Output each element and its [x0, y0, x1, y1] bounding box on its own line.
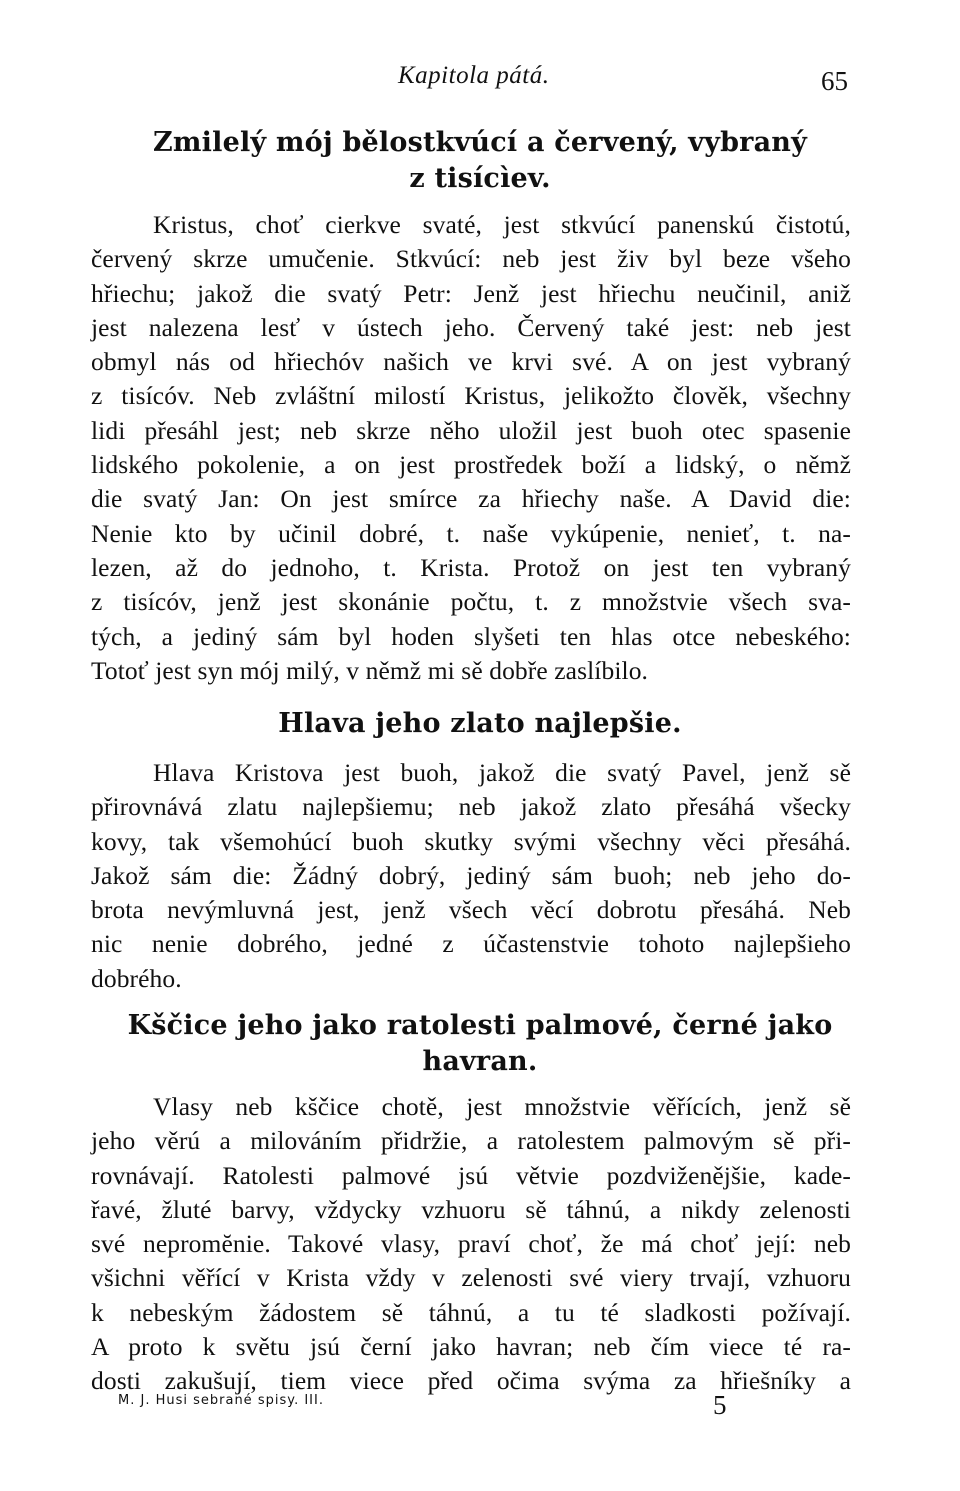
text-line: Kristus, choť cierkve svaté, jest stkvúcí panenskú čistotú, [153, 210, 851, 239]
text-line: Jakož sám die: Žádný dobrý, jediný sám buoh; neb jeho do- [91, 860, 851, 890]
text-line: hřiechu; jakož die svatý Petr: Jenž jest hřiechu neučinil, aniž [91, 278, 851, 308]
text-line: kovy, tak všemohúcí buoh skutky svými všechny věci přesáhá. [91, 826, 851, 856]
text-line: lidi přesáhl jest; neb skrze něho uložil jest buoh otec spasenie [91, 415, 851, 445]
text-line: červený skrze umučenie. Stkvúcí: neb jest živ byl beze všeho [91, 244, 851, 274]
text-line: k nebeským žádostem sě táhnú, a tu té sladkosti požívají. [91, 1297, 851, 1327]
text-line: lidského pokolenie, a on jest prostředek boží a lidský, o němž [91, 450, 851, 480]
text-line: dobrého. [91, 963, 182, 993]
text-line: všichni věřící v Krista vždy v zelenosti své viery trvají, vzhuoru [91, 1263, 851, 1293]
text-line: Nenie kto by učinil dobré, t. naše vykúpenie, nenieť, t. na- [91, 518, 851, 548]
heading-line: havran. [422, 1046, 538, 1077]
text-line: brota nevýmluvná jest, jenž všech věcí dobrotu přesáhá. Neb [91, 895, 851, 925]
heading-line: z tisícìev. [409, 163, 551, 194]
section-heading-2 [80, 706, 880, 742]
section-paragraph-3 [91, 1090, 851, 1399]
heading-line: Hlava jeho zlato najlepšie. [278, 708, 682, 739]
text-line: Totoť jest syn mój milý, v němž mi sě dobře zaslíbilo. [91, 655, 649, 685]
section-paragraph-2 [91, 756, 851, 996]
text-line: tých, a jediný sám byl hoden slyšeti ten hlas otce nebeského: [91, 621, 851, 651]
text-line: z tisícóv. Neb zvláštní milostí Kristus, jelikožto člověk, všechny [91, 381, 851, 411]
section-paragraph-1 [91, 208, 851, 688]
text-line: řavé, žluté barvy, vždycky vzhuoru sě táhnú, a nikdy zelenosti [91, 1194, 851, 1224]
text-line: nic nenie dobrého, jedné z účastenstvie tohoto najlepšieho [91, 929, 851, 959]
text-line: jest nalezena lesť v ústech jeho. Červený také jest: neb jest [91, 312, 851, 342]
page-number: 65 [821, 66, 848, 96]
footer-signature: M. J. Husi sebrané spisy. III. [118, 1393, 324, 1408]
text-line: die svatý Jan: On jest smírce za hřiechy naše. A David die: [91, 484, 851, 514]
text-line: lezen, až do jednoho, t. Krista. Protož on jest ten vybraný [91, 552, 851, 582]
text-line: jeho věrú a milováním přidržie, a ratolestem palmovým sě při- [91, 1126, 851, 1156]
section-heading-1 [80, 125, 880, 197]
text-line: obmyl nás od hřiechóv našich ve krvi své. A on jest vybraný [91, 347, 851, 377]
sheet-number: 5 [713, 1390, 727, 1420]
running-head: Kapitola pátá. [398, 62, 550, 89]
text-line: z tisícóv, jenž jest skonánie počtu, t. z množstvie všech sva- [91, 587, 851, 617]
heading-line: Zmilelý mój bělostkvúcí a červený, vybraný [152, 127, 807, 158]
text-line: rovnávají. Ratolesti palmové jsú větvie pozdviženějšie, kade- [91, 1160, 851, 1190]
text-line: přirovnává zlatu najlepšiemu; neb jakož zlato přesáhá všecky [91, 792, 851, 822]
text-line: A proto k světu jsú černí jako havran; neb čím viece té ra- [91, 1332, 851, 1362]
heading-line: Kščice jeho jako ratolesti palmové, černé jako [127, 1010, 833, 1041]
text-line: Hlava Kristova jest buoh, jakož die svatý Pavel, jenž sě [153, 758, 851, 787]
section-heading-3 [80, 1008, 880, 1080]
text-line: dosti zakušují, tiem viece před očima svýma za hřiešníky a [91, 1366, 851, 1396]
text-line: své nepromĕnie. Takové vlasy, praví choť, že má choť její: neb [91, 1229, 851, 1259]
text-line: Vlasy neb kščice chotě, jest množstvie věřících, jenž sě [153, 1092, 851, 1121]
